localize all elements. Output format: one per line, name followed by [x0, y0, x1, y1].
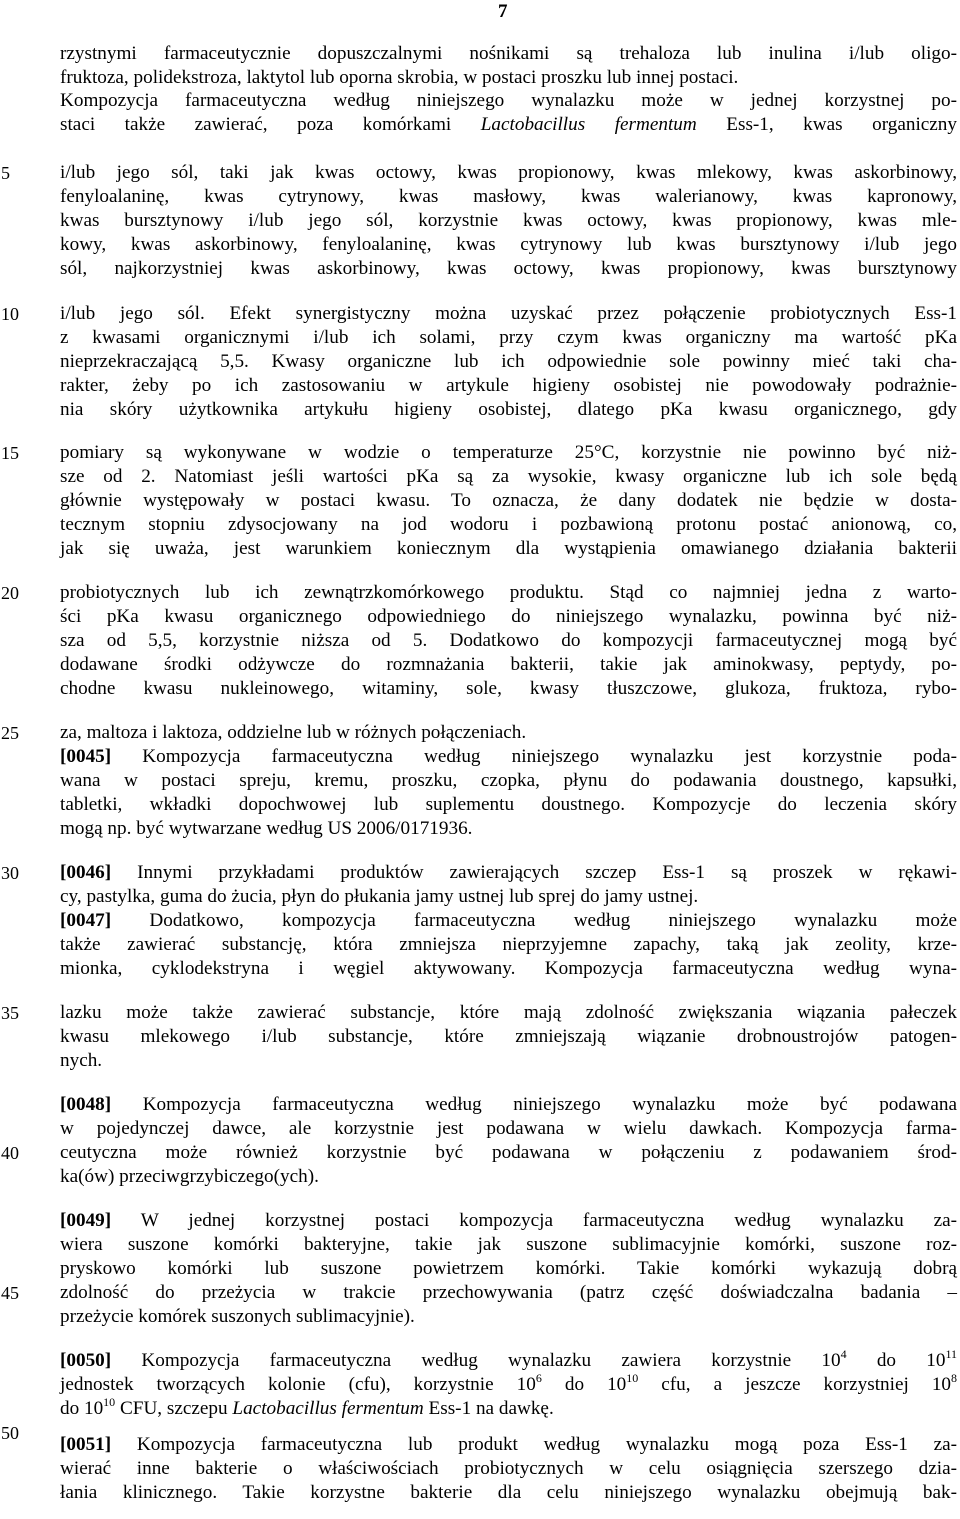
paragraph-line: [0049] W jednej korzystnej postaci kompozycja farmaceutyczna według wynalazku za- [60, 1210, 957, 1231]
paragraph-marker: [0050] [60, 1350, 112, 1371]
paragraph-marker: [0051] [60, 1434, 112, 1455]
paragraph-line: [0046] Innymi przykładami produktów zawierających szczep Ess-1 są proszek w rękawi- [60, 862, 957, 883]
text-line: mionka, cyklodekstryna i węgiel aktywowany. Kompozycja farmaceutyczna według wyna- [60, 958, 957, 979]
text-line: mogą np. być wytwarzane według US 2006/0171936. [60, 818, 473, 839]
text-line: tabletki, wkładki dopochwowej lub suplementu doustnego. Kompozycje do leczenia skóry [60, 794, 957, 815]
text-line: nych. [60, 1050, 103, 1071]
paragraph-line: [0047] Dodatkowo, kompozycja farmaceutyczna według niniejszego wynalazku może [60, 910, 957, 931]
exponent: 10 [103, 1395, 116, 1409]
text-line: sze od 2. Natomiast jeśli wartości pKa są za wysokie, kwasy organiczne lub ich sole będą [60, 466, 957, 487]
text-line: lazku może także zawierać substancje, które mają zdolność zwiększania wiązania pałeczek [60, 1002, 957, 1023]
text-line: jak się uważa, jest warunkiem koniecznym dla wystąpienia omawianego działania bakterii [60, 538, 957, 559]
text-line: Kompozycja farmaceutyczna według niniejszego wynalazku może w jednej korzystnej po- [60, 90, 957, 111]
text-line: wiera suszone komórki bakteryjne, takie jak suszone sublimacyjnie komórki, suszone roz- [60, 1234, 957, 1255]
text-line: głównie występowały w postaci kwasu. To oznacza, że dany dodatek nie będzie w dosta- [60, 490, 957, 511]
text-line: ka(ów) przeciwgrzybiczego(ych). [60, 1166, 319, 1187]
line-number: 15 [1, 443, 19, 463]
text-line: probiotycznych lub ich zewnątrzkomórkowego produktu. Stąd co najmniej jedna z warto- [60, 582, 957, 603]
exponent: 4 [840, 1347, 847, 1361]
line-number: 5 [1, 163, 10, 183]
text-line: chodne kwasu nukleinowego, witaminy, sole, kwasy tłuszczowe, glukoza, fruktoza, rybo- [60, 678, 957, 699]
exponent: 6 [535, 1371, 542, 1385]
text-line: cy, pastylka, guma do żucia, płyn do płukania jamy ustnej lub sprej do jamy ustnej. [60, 886, 699, 907]
text-line: staci także zawierać, poza komórkami Lactobacillus fermentum Ess-1, kwas organiczny [60, 114, 957, 135]
text-line: nia skóry użytkownika artykułu higieny osobistej, dlatego pKa kwasu organicznego, gdy [60, 399, 957, 420]
exponent: 11 [945, 1347, 957, 1361]
paragraph-line: [0051] Kompozycja farmaceutyczna lub produkt według wynalazku mogą poza Ess-1 za- [60, 1434, 957, 1455]
line-number: 45 [1, 1283, 19, 1303]
text-line: za, maltoza i laktoza, oddzielne lub w różnych połączeniach. [60, 722, 527, 743]
text-line: jednostek tworzących kolonie (cfu), korzystnie $10^6$ do $10^{10}$ cfu, a jeszcze korzystniej $10^8$ [60, 1371, 958, 1395]
line-number: 30 [1, 863, 19, 883]
text-line: łania klinicznego. Takie korzystne bakterie dla celu niniejszego wynalazku obejmują bak- [60, 1482, 957, 1503]
line-number: 10 [1, 304, 19, 324]
text-line: do $10^{10}$ CFU, szczepu Lactobacillus fermentum Ess-1 na dawkę. [60, 1395, 554, 1419]
text-line: kwas bursztynowy i/lub jego sól, korzystnie kwas octowy, kwas propionowy, kwas mle- [60, 210, 957, 231]
line-number: 40 [1, 1143, 19, 1163]
text-line: pryskowo komórki lub suszone powietrzem komórki. Takie komórki wykazują dobrą [60, 1258, 957, 1279]
text-line: tecznym stopniu zdysocjowany na jod wodoru i pozbawioną protonu postać anionową, co, [60, 514, 957, 535]
paragraph-marker: [0049] [60, 1210, 112, 1231]
text-line: w pojedynczej dawce, ale korzystnie jest podawana w wielu dawkach. Kompozycja farma- [60, 1118, 957, 1139]
species-name: Lactobacillus fermentum [480, 114, 697, 135]
text-line: z kwasami organicznymi i/lub ich solami, przy czym kwas organiczny ma wartość pKa [60, 327, 957, 348]
text-line: także zawierać substancję, która zmniejsza nieprzyjemne zapachy, taką jak zeolity, krze- [60, 934, 957, 955]
paragraph-marker: [0046] [60, 862, 112, 883]
text-line: rakter, żeby po ich zastosowaniu w artykule higieny osobistej nie powodowały podrażnie- [60, 375, 957, 396]
paragraph-line: [0048] Kompozycja farmaceutyczna według niniejszego wynalazku może być podawana [60, 1094, 957, 1115]
page-number: 7 [498, 1, 508, 22]
text-line: rzystnymi farmaceutycznie dopuszczalnymi nośnikami są trehaloza lub inulina i/lub oligo- [60, 43, 957, 64]
line-number: 35 [1, 1003, 19, 1023]
text-line: wana w postaci spreju, kremu, proszku, czopka, płynu do podawania doustnego, kapsułki, [60, 770, 957, 791]
paragraph-marker: [0048] [60, 1094, 112, 1115]
text-line: przeżycie komórek suszonych sublimacyjnie). [60, 1306, 415, 1327]
paragraph-marker: [0045] [60, 746, 112, 767]
text-line: i/lub jego sól. Efekt synergistyczny można uzyskać przez połączenie probiotycznych Ess-1 [60, 303, 957, 324]
paragraph-marker: [0047] [60, 910, 112, 931]
text-line: zdolność do przeżycia w trakcie przechowywania (patrz część doświadczalna badania – [60, 1282, 957, 1303]
text-line: dodawane środki odżywcze do rozmnażania bakterii, takie jak aminokwasy, peptydy, po- [60, 654, 957, 675]
text-line: sól, najkorzystniej kwas askorbinowy, kwas octowy, kwas propionowy, kwas bursztynowy [60, 258, 957, 279]
text-line: wierać inne bakterie o właściwościach probiotycznych w celu osiągnięcia szerszego dzia- [60, 1458, 957, 1479]
text-line: kwasu mlekowego i/lub substancje, które zmniejszają wiązanie drobnoustrojów patogen- [60, 1026, 957, 1047]
exponent: 8 [951, 1371, 958, 1385]
line-number: 50 [1, 1423, 19, 1443]
text-line: fenyloalaninę, kwas cytrynowy, kwas masłowy, kwas walerianowy, kwas kapronowy, [60, 186, 957, 207]
text-line: kowy, kwas askorbinowy, fenyloalaninę, kwas cytrynowy lub kwas bursztynowy i/lub jego [60, 234, 957, 255]
species-name: Lactobacillus fermentum [232, 1398, 424, 1419]
paragraph-line: [0045] Kompozycja farmaceutyczna według niniejszego wynalazku jest korzystnie poda- [60, 746, 957, 767]
text-line: i/lub jego sól, taki jak kwas octowy, kwas propionowy, kwas mlekowy, kwas askorbinowy, [60, 162, 957, 183]
text-line: ści pKa kwasu organicznego odpowiedniego do niniejszego wynalazku, powinna być niż- [60, 606, 957, 627]
text-line: pomiary są wykonywane w wodzie o temperaturze 25°C, korzystnie nie powinno być niż- [60, 442, 957, 463]
exponent: 10 [626, 1371, 639, 1385]
text-line: nieprzekraczającą 5,5. Kwasy organiczne lub ich odpowiednie sole powinny mieć taki cha- [60, 351, 957, 372]
text-line: fruktoza, polidekstroza, laktytol lub oporna skrobia, w postaci proszku lub innej postaci. [60, 67, 739, 88]
line-number: 25 [1, 723, 19, 743]
text-line: sza od 5,5, korzystnie niższa od 5. Dodatkowo do kompozycji farmaceutycznej mogą być [60, 630, 957, 651]
line-number: 20 [1, 583, 19, 603]
paragraph-line: [0050] Kompozycja farmaceutyczna według wynalazku zawiera korzystnie $10^4$ do $10^{11}$ [60, 1347, 957, 1371]
text-line: ceutyczna może również korzystnie być podawana w połączeniu z podawaniem środ- [60, 1142, 957, 1163]
